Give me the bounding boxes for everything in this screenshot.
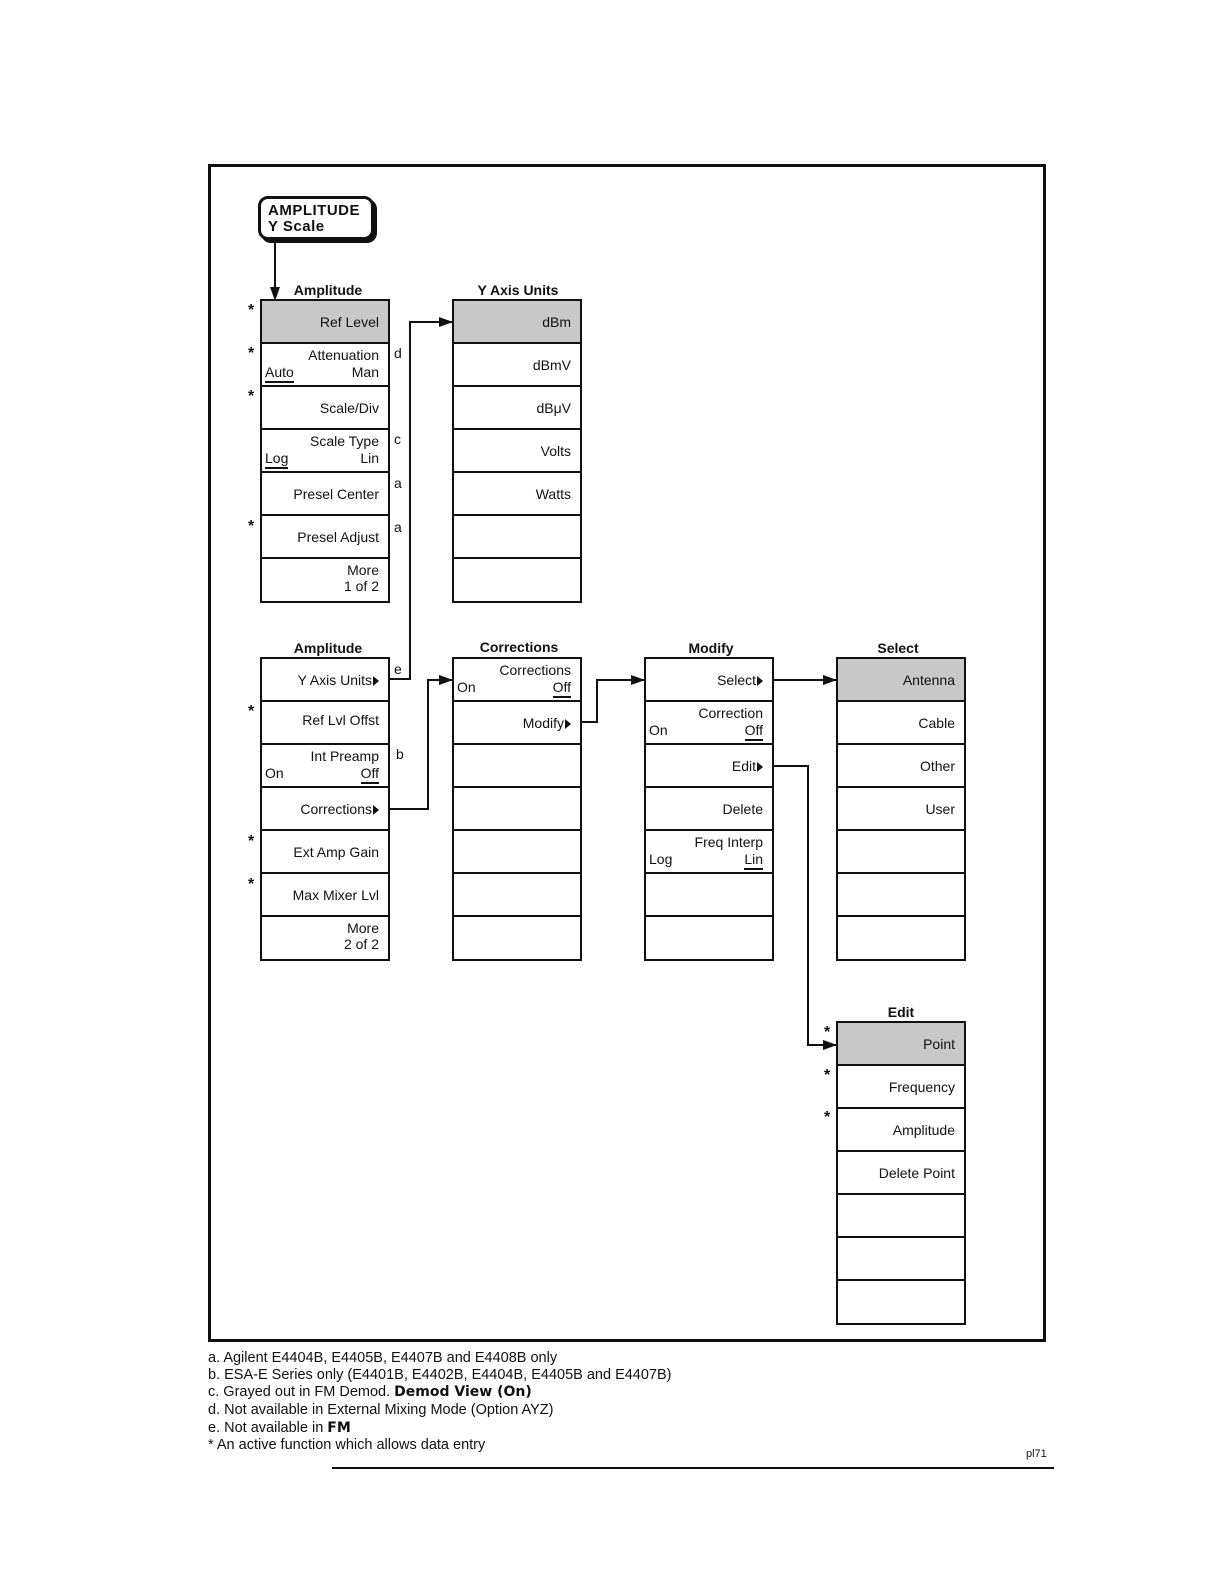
volts-key[interactable] (454, 430, 580, 473)
presel-adjust-key[interactable] (262, 516, 388, 559)
arrow-y-axis-units-to-menu (389, 322, 452, 679)
active-function-star: * (248, 703, 255, 720)
blank-key[interactable] (454, 788, 580, 831)
frequency-label: Frequency (888, 1079, 955, 1095)
cable-label: Cable (918, 715, 955, 731)
amplitude-label: Amplitude (892, 1122, 955, 1138)
y-axis-units-label: Y Axis Units (297, 672, 372, 688)
blank-key[interactable] (838, 917, 964, 960)
dbm-label: dBm (542, 314, 571, 330)
modify-label-wrap (523, 715, 571, 731)
y-axis-units-menu-title: Y Axis Units (477, 282, 559, 298)
arrow-edit-to-menu (773, 766, 836, 1045)
y-axis-units-key[interactable] (262, 659, 388, 702)
int-preamp-off-label: Off (361, 765, 379, 784)
footnote-c-text: c. Grayed out in FM Demod. (208, 1384, 395, 1400)
footnote-d: d. Not available in External Mixing Mode (Option AYZ) (208, 1402, 554, 1418)
ref-lvl-offst-key[interactable] (262, 702, 388, 745)
freq-interp-log-label: Log (649, 851, 673, 867)
antenna-key[interactable] (838, 659, 964, 702)
hardkey-line1: AMPLITUDE (268, 202, 360, 219)
corrections-off-label: Off (553, 679, 571, 698)
corrections-on-off-key[interactable] (454, 659, 580, 702)
attenuation-label: Attenuation (308, 347, 379, 363)
correction-on-label: On (649, 722, 668, 738)
corrections-on-label: On (457, 679, 476, 695)
correction-on-off-key[interactable] (646, 702, 772, 745)
int-preamp-label: Int Preamp (310, 748, 379, 764)
active-function-star: * (248, 876, 255, 893)
blank-key[interactable] (838, 831, 964, 874)
max-mixer-lvl-label: Max Mixer Lvl (292, 887, 379, 903)
active-function-star: * (248, 388, 255, 405)
other-label: Other (919, 758, 955, 774)
edit-label-wrap (732, 758, 763, 774)
more-label: More (347, 562, 379, 578)
page-2-of-2-label: 2 of 2 (343, 936, 379, 952)
corrections-toggle-label: Corrections (499, 662, 571, 678)
blank-key[interactable] (454, 516, 580, 559)
point-key[interactable] (838, 1023, 964, 1066)
y-axis-units-label-wrap (298, 672, 379, 688)
arrow-modify-to-menu (581, 680, 644, 722)
antenna-label: Antenna (902, 672, 955, 688)
blank-key[interactable] (454, 745, 580, 788)
delete-label: Delete (722, 801, 763, 817)
note-e-marker: e (394, 661, 402, 677)
active-function-star: * (248, 518, 255, 535)
note-b-marker: b (396, 746, 404, 762)
blank-key[interactable] (646, 874, 772, 917)
user-label: User (925, 801, 955, 817)
select-label: Select (717, 672, 756, 688)
other-key[interactable] (838, 745, 964, 788)
y-axis-units-menu (452, 299, 582, 603)
submenu-arrow-icon (757, 762, 763, 772)
scale-div-key[interactable] (262, 387, 388, 430)
page-1-of-2-label: 1 of 2 (343, 578, 379, 594)
hardkey-line2: Y Scale (268, 218, 325, 235)
blank-key[interactable] (454, 559, 580, 602)
footnote-e-bold: FM (327, 1420, 351, 1436)
edit-label: Edit (731, 758, 756, 774)
amplitude-menu2-title: Amplitude (293, 640, 363, 656)
freq-interp-key[interactable] (646, 831, 772, 874)
modify-menu-title: Modify (688, 640, 734, 656)
modify-label: Modify (522, 715, 564, 731)
correction-off-label: Off (745, 722, 763, 741)
ext-amp-gain-key[interactable] (262, 831, 388, 874)
delete-point-key[interactable] (838, 1152, 964, 1195)
scale-type-log-label: Log (265, 450, 288, 469)
int-preamp-on-label: On (265, 765, 284, 781)
presel-adjust-label: Presel Adjust (297, 529, 379, 545)
note-c-marker: c (394, 431, 401, 447)
arrow-corrections-to-menu (389, 680, 452, 809)
corrections-label: Corrections (300, 801, 372, 817)
active-function-star: * (248, 833, 255, 850)
ref-level-label: Ref Level (319, 314, 379, 330)
blank-key[interactable] (838, 1238, 964, 1281)
dbm-key[interactable] (454, 301, 580, 344)
volts-label: Volts (540, 443, 571, 459)
submenu-arrow-icon (565, 719, 571, 729)
footnote-c (208, 1384, 532, 1400)
amplitude-key[interactable] (838, 1109, 964, 1152)
select-label-wrap (717, 672, 763, 688)
blank-key[interactable] (838, 1195, 964, 1238)
cable-key[interactable] (838, 702, 964, 745)
submenu-arrow-icon (757, 676, 763, 686)
max-mixer-lvl-key[interactable] (262, 874, 388, 917)
edit-menu-title: Edit (887, 1004, 915, 1020)
more-1-of-2-key[interactable] (262, 559, 388, 602)
scale-type-key[interactable] (262, 430, 388, 473)
footnote-c-bold: Demod View (On) (394, 1384, 532, 1400)
submenu-arrow-icon (373, 676, 379, 686)
amplitude-menu-2 (260, 657, 390, 961)
amplitude-menu1-title: Amplitude (293, 282, 363, 298)
blank-key[interactable] (838, 1281, 964, 1324)
presel-center-label: Presel Center (293, 486, 379, 502)
scale-div-label: Scale/Div (319, 400, 379, 416)
amplitude-menu-1 (260, 299, 390, 603)
blank-key[interactable] (454, 831, 580, 874)
select-menu-title: Select (877, 640, 919, 656)
ref-level-key[interactable] (262, 301, 388, 344)
delete-key[interactable] (646, 788, 772, 831)
blank-key[interactable] (838, 874, 964, 917)
blank-key[interactable] (454, 917, 580, 960)
active-function-star: * (248, 345, 255, 362)
user-key[interactable] (838, 788, 964, 831)
freq-interp-label: Freq Interp (694, 834, 763, 850)
footnote-e (208, 1420, 351, 1436)
dbmv-label: dBmV (532, 357, 571, 373)
delete-point-label: Delete Point (878, 1165, 955, 1181)
active-function-star: * (824, 1067, 831, 1084)
active-function-star: * (824, 1024, 831, 1041)
watts-key[interactable] (454, 473, 580, 516)
watts-label: Watts (535, 486, 571, 502)
ext-amp-gain-label: Ext Amp Gain (293, 844, 379, 860)
dbuv-label: dBμV (536, 400, 571, 416)
attenuation-man-label: Man (351, 364, 379, 380)
select-key[interactable] (646, 659, 772, 702)
footer-rule (332, 1467, 1054, 1469)
note-d-marker: d (394, 345, 402, 361)
footnote-a: a. Agilent E4404B, E4405B, E4407B and E4408B only (208, 1350, 558, 1366)
corrections-menu-title: Corrections (479, 639, 559, 655)
select-menu (836, 657, 966, 961)
attenuation-auto-label: Auto (265, 364, 294, 383)
active-function-star: * (824, 1109, 831, 1126)
modify-menu (644, 657, 774, 961)
attenuation-key[interactable] (262, 344, 388, 387)
scale-type-lin-label: Lin (360, 450, 379, 466)
more-label: More (347, 920, 379, 936)
blank-key[interactable] (454, 874, 580, 917)
more-2-of-2-key[interactable] (262, 917, 388, 960)
note-a-marker: a (394, 519, 402, 535)
dbmv-key[interactable] (454, 344, 580, 387)
int-preamp-key[interactable] (262, 745, 388, 788)
edit-menu (836, 1021, 966, 1325)
scale-type-label: Scale Type (309, 433, 379, 449)
note-a-marker: a (394, 475, 402, 491)
correction-label: Correction (698, 705, 763, 721)
footnote-e-text: e. Not available in (208, 1420, 328, 1436)
freq-interp-lin-label: Lin (744, 851, 763, 870)
figure-id: pl71 (1026, 1448, 1047, 1460)
edit-key[interactable] (646, 745, 772, 788)
corrections-key[interactable] (262, 788, 388, 831)
blank-key[interactable] (646, 917, 772, 960)
frequency-key[interactable] (838, 1066, 964, 1109)
point-label: Point (923, 1036, 955, 1052)
presel-center-key[interactable] (262, 473, 388, 516)
active-function-star: * (248, 302, 255, 319)
footnote-star: * An active function which allows data entry (208, 1437, 486, 1453)
ref-lvl-offst-label: Ref Lvl Offst (302, 712, 379, 728)
dbuv-key[interactable] (454, 387, 580, 430)
modify-key[interactable] (454, 702, 580, 745)
submenu-arrow-icon (373, 805, 379, 815)
footnote-b: b. ESA-E Series only (E4401B, E4402B, E4404B, E4405B and E4407B) (208, 1367, 672, 1383)
corrections-label-wrap (300, 801, 379, 817)
corrections-menu (452, 657, 582, 961)
